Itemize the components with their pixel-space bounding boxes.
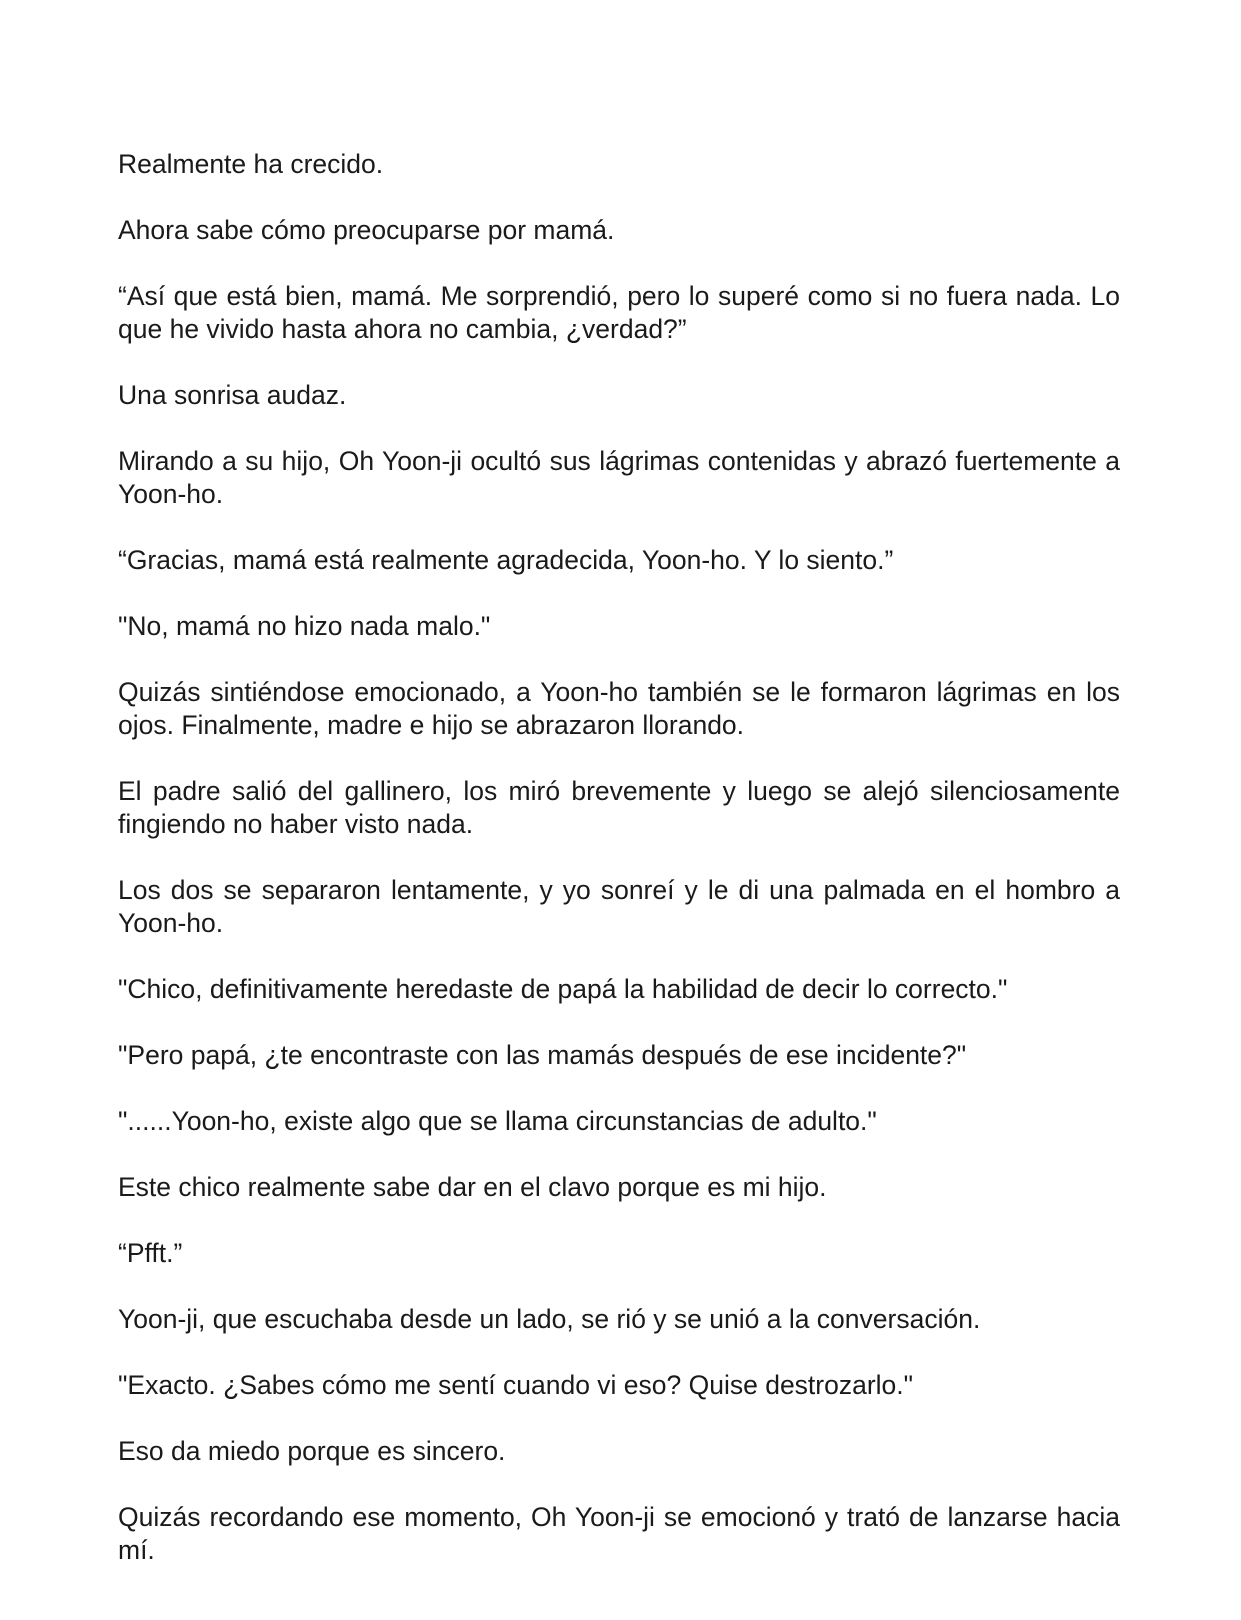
paragraph: "Chico, definitivamente heredaste de papá la habilidad de decir lo correcto."	[118, 974, 1008, 1004]
paragraph: “Gracias, mamá está realmente agradecida, Yoon-ho. Y lo siento.”	[118, 545, 894, 575]
paragraph: “Así que está bien, mamá. Me sorprendió, pero lo superé como si no fuera nada. Lo que he vivido hasta ahora no cambia, ¿verdad?”	[118, 281, 1120, 344]
paragraph: Eso da miedo porque es sincero.	[118, 1436, 506, 1466]
paragraph: Quizás sintiéndose emocionado, a Yoon-ho también se le formaron lágrimas en los ojos. Finalmente, madre e hijo se abrazaron llorando.	[118, 677, 1120, 740]
paragraph: "No, mamá no hizo nada malo."	[118, 611, 491, 641]
paragraph: Realmente ha crecido.	[118, 149, 384, 179]
paragraph: Mirando a su hijo, Oh Yoon-ji ocultó sus lágrimas contenidas y abrazó fuertemente a Yoon-ho.	[118, 446, 1120, 509]
paragraph: Yoon-ji, que escuchaba desde un lado, se rió y se unió a la conversación.	[118, 1304, 981, 1334]
paragraph: Los dos se separaron lentamente, y yo sonreí y le di una palmada en el hombro a Yoon-ho.	[118, 875, 1120, 938]
paragraph: Quizás recordando ese momento, Oh Yoon-ji se emocionó y trató de lanzarse hacia mí.	[118, 1502, 1120, 1565]
paragraph: “Pfft.”	[118, 1238, 183, 1268]
paragraph: El padre salió del gallinero, los miró brevemente y luego se alejó silenciosamente fingiendo no haber visto nada.	[118, 776, 1120, 839]
paragraph: Ahora sabe cómo preocuparse por mamá.	[118, 215, 615, 245]
paragraph: "Exacto. ¿Sabes cómo me sentí cuando vi eso? Quise destrozarlo."	[118, 1370, 914, 1400]
paragraph: "......Yoon-ho, existe algo que se llama circunstancias de adulto."	[118, 1106, 877, 1136]
paragraph: Este chico realmente sabe dar en el clavo porque es mi hijo.	[118, 1172, 827, 1202]
paragraph: Una sonrisa audaz.	[118, 380, 347, 410]
paragraph: "Pero papá, ¿te encontraste con las mamás después de ese incidente?"	[118, 1040, 967, 1070]
text-column	[118, 148, 1120, 1567]
